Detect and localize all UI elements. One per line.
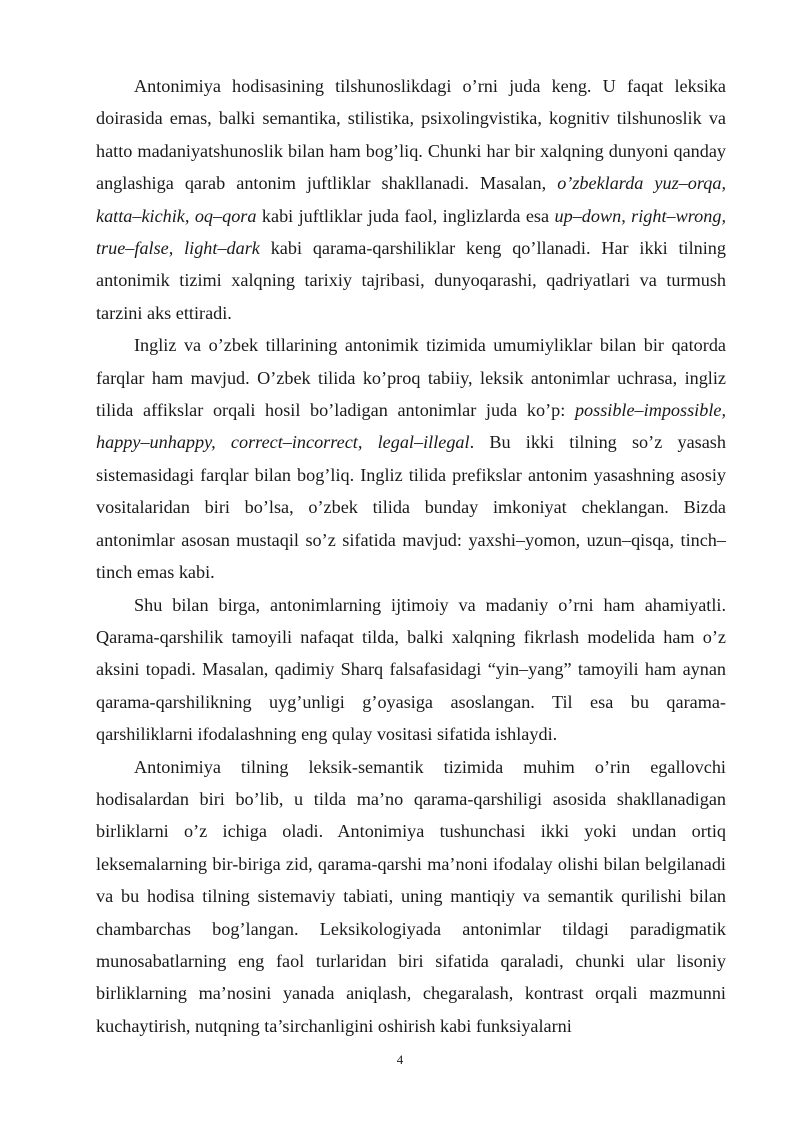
text-run: kabi qarama-qarshiliklar keng qo’llanadi. Har ikki tilning antonimik tizimi xalqning tarixiy tajribasi, dunyoqarashi, qadriyatlari va turmush tarzini aks ettiradi. (96, 238, 726, 323)
text-run: Shu bilan birga, antonimlarning ijtimoiy va madaniy o’rni ham ahamiyatli. Qarama-qarshilik tamoyili nafaqat tilda, balki xalqning fikrlash modelida ham o’z aksini topadi. Masalan, qadimiy Sharq falsafasidagi “yin–yang” tamoyili ham aynan qarama-qarshilikning uyg’unligi g’oyasiga asoslangan. Til esa bu qarama-qarshiliklarni ifodalashning eng qulay vositasi sifatida ishlaydi. (96, 594, 726, 745)
italic-text-run: possible–impossible, happy–unhappy, correct–incorrect, legal–illegal (96, 400, 726, 453)
paragraph (96, 329, 726, 588)
italic-text-run: o’zbeklarda yuz–orqa, katta–kichik, oq–qora (96, 173, 726, 226)
text-run: . Bu ikki tilning so’z yasash sistemasidagi farqlar bilan bog’liq. Ingliz tilida prefikslar antonim yasashning asosiy vositalaridan biri bo’lsa, o’zbek tilida bunday imkoniyat cheklangan. Bizda antonimlar asosan mustaqil so’z sifatida mavjud: yaxshi–yomon, uzun–qisqa, tinch–tinch emas kabi. (96, 432, 726, 583)
text-run: Ingliz va o’zbek tillarining antonimik tizimida umumiyliklar bilan bir qatorda farqlar ham mavjud. O’zbek tilida ko’proq tabiiy, leksik antonimlar uchrasa, ingliz tilida affikslar orqali hosil bo’ladigan antonimlar juda ko’p: (96, 335, 726, 421)
body-text (96, 70, 726, 1042)
page-number: 4 (396, 1052, 404, 1067)
italic-text-run: up–down, right–wrong, true–false, light–dark (96, 205, 726, 259)
paragraph (96, 751, 726, 1043)
paragraph (96, 70, 726, 329)
text-run: Antonimiya hodisasining tilshunoslikdagi o’rni juda keng. U faqat leksika doirasida emas, balki semantika, stilistika, psixolingvistika, kognitiv tilshunoslik va hatto madaniyatshunoslik bilan ham bog’liq. Chunki har bir xalqning dunyoni qanday anglashiga qarab antonim juftliklar shakllanadi. Masalan, (96, 76, 726, 194)
text-run: Antonimiya tilning leksik-semantik tizimida muhim o’rin egallovchi hodisalardan biri bo’lib, u tilda ma’no qarama-qarshiligi asosida shakllanadigan birliklarni o’z ichiga oladi. Antonimiya tushunchasi ikki yoki undan ortiq leksemalarning bir-biriga zid, qarama-qarshi ma’noni ifodalay olishi bilan belgilanadi va bu hodisa tilning sistemaviy tabiati, uning mantiqiy va semantik qurilishi bilan chambarchas bog’langan. Leksikologiyada antonimlar tildagi paradigmatik munosabatlarning eng faol turlaridan biri sifatida qaraladi, chunki ular lisoniy birliklarning ma’nosini yanada aniqlash, chegaralash, kontrast orqali mazmunni kuchaytirish, nutqning ta’sirchanligini oshirish kabi funksiyalarni (96, 756, 726, 1036)
paragraph (96, 589, 726, 751)
text-run: kabi juftliklar juda faol, inglizlarda esa (256, 205, 555, 226)
